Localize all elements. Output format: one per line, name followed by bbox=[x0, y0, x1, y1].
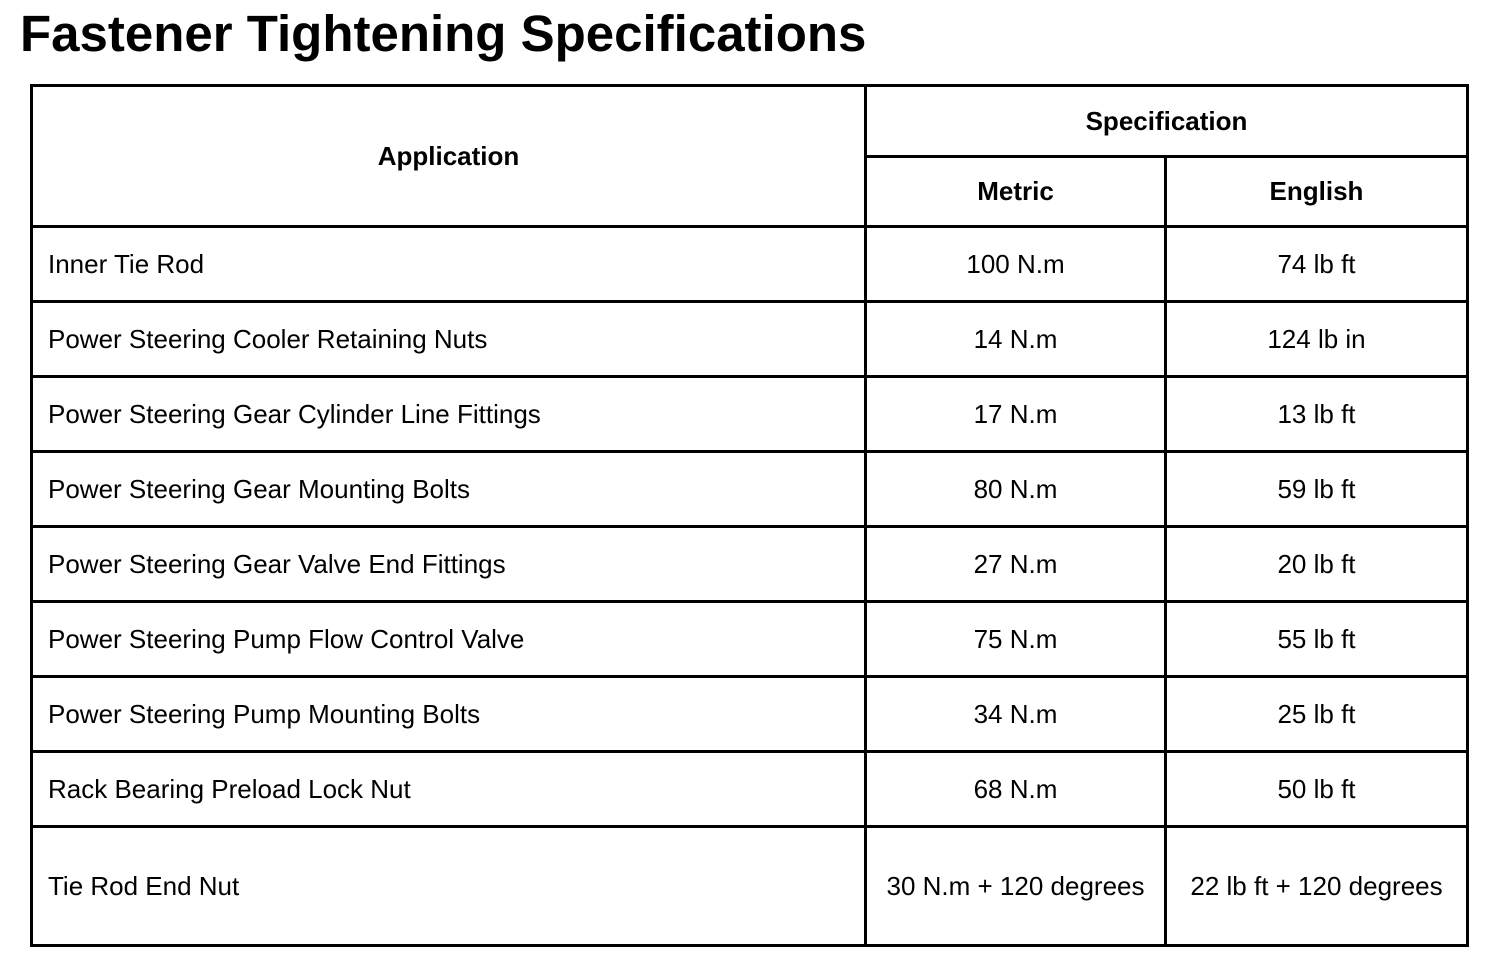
metric-cell: 100 N.m bbox=[866, 227, 1166, 302]
english-cell: 13 lb ft bbox=[1166, 377, 1468, 452]
english-cell: 74 lb ft bbox=[1166, 227, 1468, 302]
column-header-application: Application bbox=[32, 86, 866, 227]
application-cell: Power Steering Gear Valve End Fittings bbox=[32, 527, 866, 602]
column-header-specification: Specification bbox=[866, 86, 1468, 157]
english-cell: 25 lb ft bbox=[1166, 677, 1468, 752]
fastener-spec-table bbox=[30, 84, 1469, 947]
application-cell: Inner Tie Rod bbox=[32, 227, 866, 302]
table-row bbox=[32, 227, 1468, 302]
metric-cell: 14 N.m bbox=[866, 302, 1166, 377]
table-row bbox=[32, 827, 1468, 946]
application-cell: Power Steering Gear Cylinder Line Fittings bbox=[32, 377, 866, 452]
application-cell: Rack Bearing Preload Lock Nut bbox=[32, 752, 866, 827]
english-cell: 22 lb ft + 120 degrees bbox=[1166, 827, 1468, 946]
english-cell: 59 lb ft bbox=[1166, 452, 1468, 527]
metric-cell: 30 N.m + 120 degrees bbox=[866, 827, 1166, 946]
metric-cell: 27 N.m bbox=[866, 527, 1166, 602]
table-header-row bbox=[32, 86, 1468, 157]
column-header-english: English bbox=[1166, 157, 1468, 227]
table-row bbox=[32, 752, 1468, 827]
table-row bbox=[32, 602, 1468, 677]
application-cell: Power Steering Pump Mounting Bolts bbox=[32, 677, 866, 752]
metric-cell: 34 N.m bbox=[866, 677, 1166, 752]
metric-cell: 17 N.m bbox=[866, 377, 1166, 452]
metric-cell: 80 N.m bbox=[866, 452, 1166, 527]
table-row bbox=[32, 527, 1468, 602]
english-cell: 50 lb ft bbox=[1166, 752, 1468, 827]
metric-cell: 68 N.m bbox=[866, 752, 1166, 827]
table-row bbox=[32, 377, 1468, 452]
english-cell: 20 lb ft bbox=[1166, 527, 1468, 602]
english-cell: 124 lb in bbox=[1166, 302, 1468, 377]
metric-cell: 75 N.m bbox=[866, 602, 1166, 677]
english-cell: 55 lb ft bbox=[1166, 602, 1468, 677]
column-header-metric: Metric bbox=[866, 157, 1166, 227]
table-row bbox=[32, 677, 1468, 752]
table-row bbox=[32, 302, 1468, 377]
application-cell: Tie Rod End Nut bbox=[32, 827, 866, 946]
page-title: Fastener Tightening Specifications bbox=[20, 5, 867, 62]
table-row bbox=[32, 452, 1468, 527]
application-cell: Power Steering Gear Mounting Bolts bbox=[32, 452, 866, 527]
application-cell: Power Steering Cooler Retaining Nuts bbox=[32, 302, 866, 377]
application-cell: Power Steering Pump Flow Control Valve bbox=[32, 602, 866, 677]
